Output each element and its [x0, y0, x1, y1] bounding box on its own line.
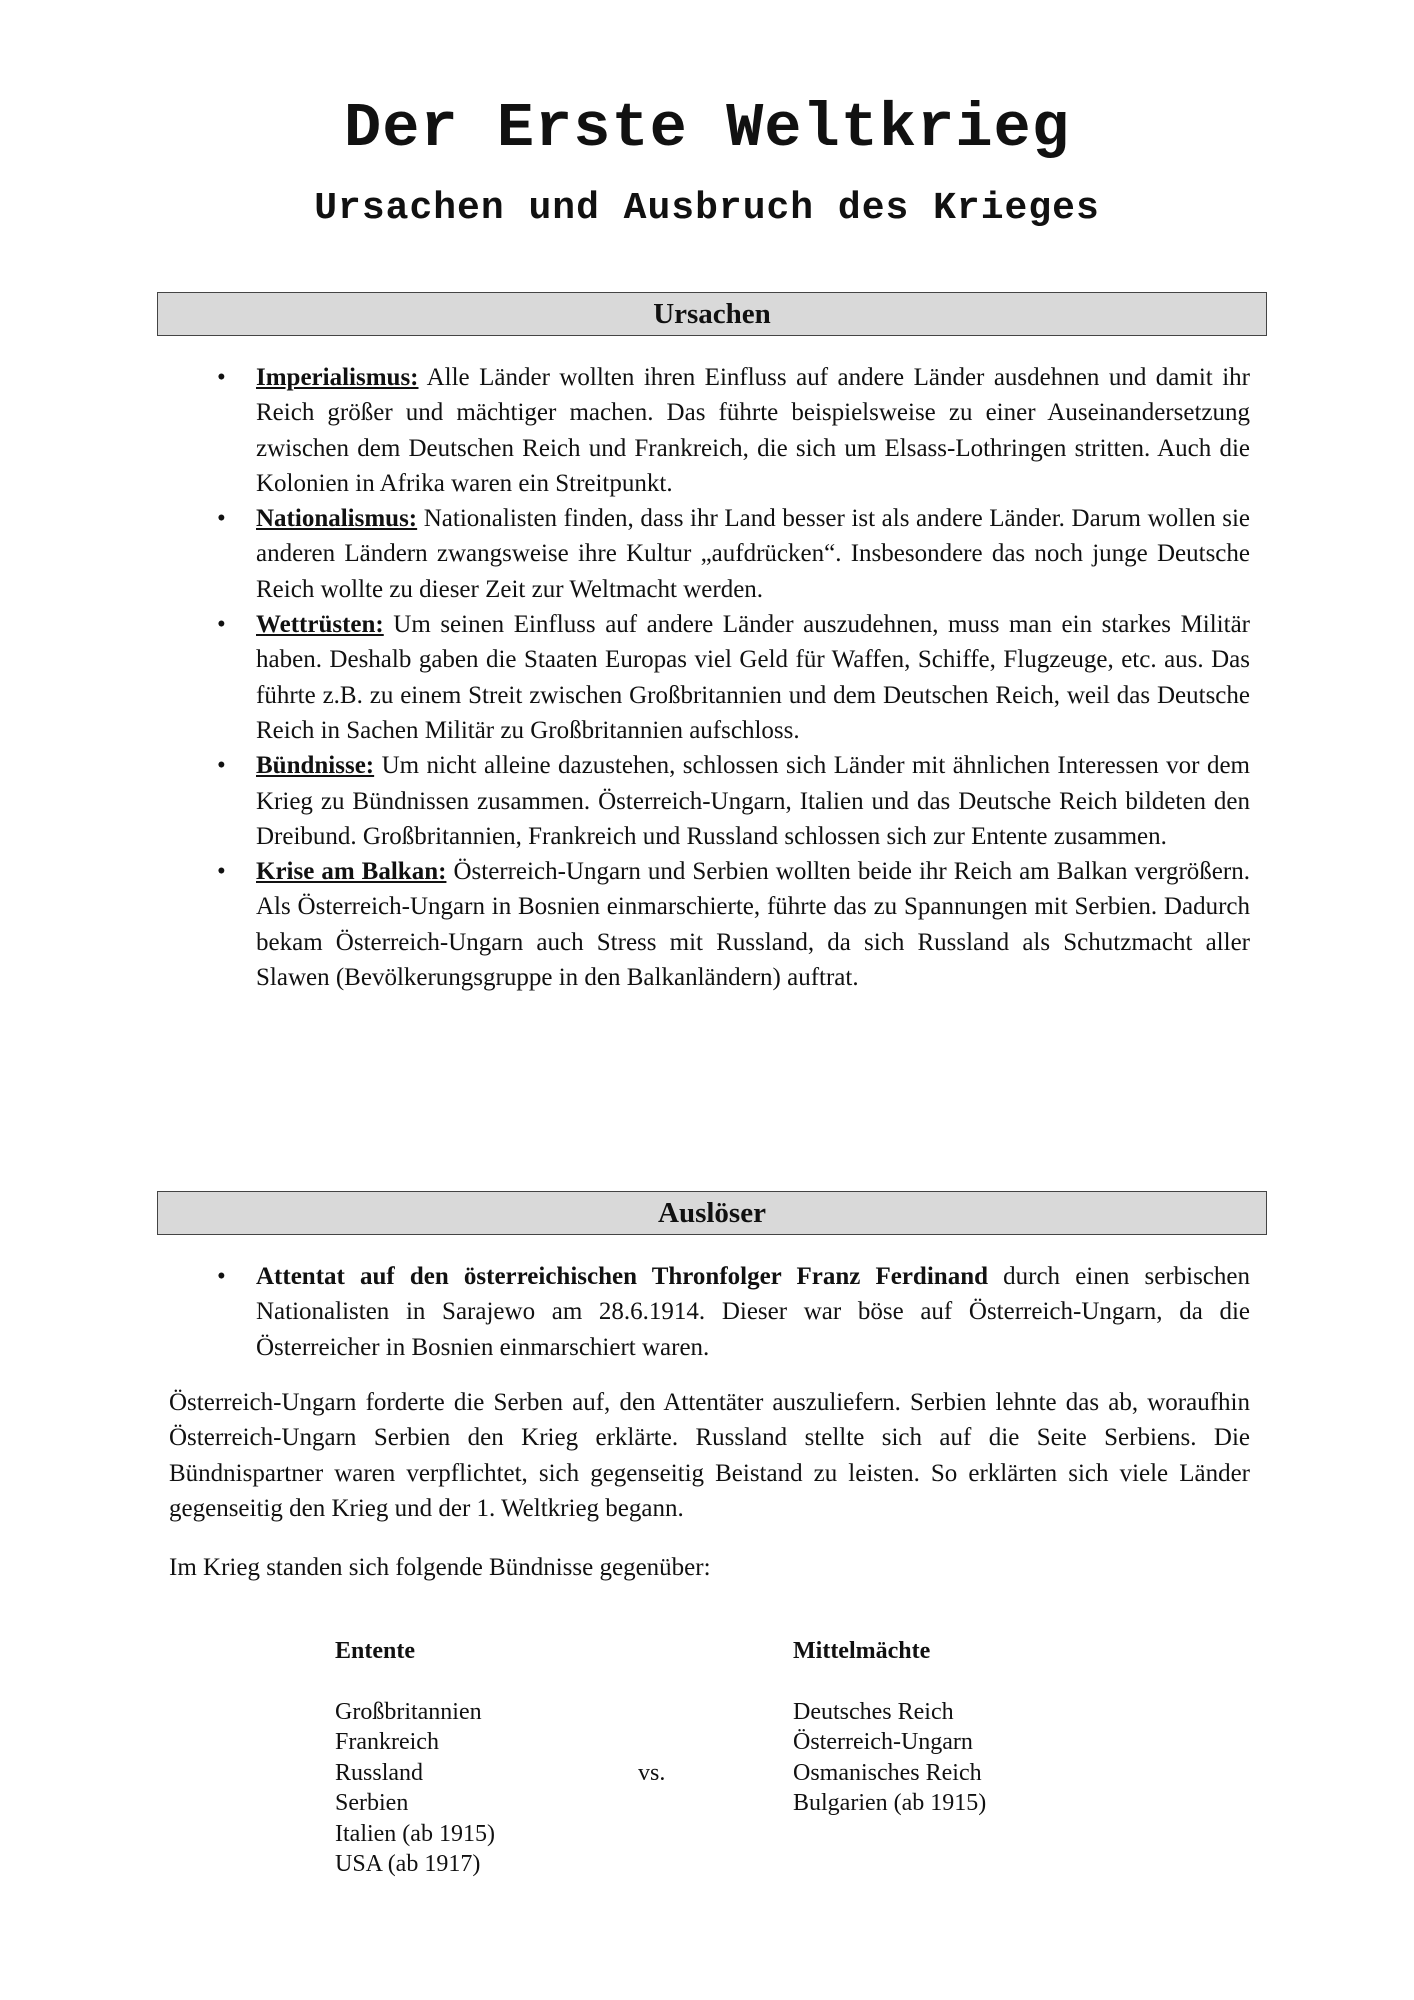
list-item: Italien (ab 1915) — [335, 1820, 495, 1847]
page-subtitle: Ursachen und Ausbruch des Krieges — [314, 187, 1100, 230]
page-title: Der Erste Weltkrieg — [344, 93, 1070, 164]
bullet-icon: • — [217, 858, 226, 886]
item-text: durch einen serbischen Nationalisten in Sarajewo am 28.6.1914. Dieser war böse auf Österreich-Ungarn, da die Österreicher in Bosnien einmarschiert waren. — [256, 1263, 1250, 1361]
ursachen-list — [157, 360, 1250, 995]
list-item: Deutsches Reich — [793, 1698, 954, 1725]
entente-heading: Entente — [335, 1638, 415, 1664]
list-item — [157, 501, 1250, 607]
list-item: Osmanisches Reich — [793, 1759, 982, 1786]
paragraph-buendnisse-intro: Im Krieg standen sich folgende Bündnisse gegenüber: — [169, 1554, 711, 1581]
list-item — [157, 360, 1250, 501]
list-item: Bulgarien (ab 1915) — [793, 1790, 987, 1816]
bullet-icon: • — [217, 364, 226, 391]
list-item — [157, 1259, 1250, 1365]
mittelmaechte-column — [793, 1636, 986, 1819]
entente-column — [335, 1636, 495, 1880]
section-heading-ausloeser: Auslöser — [157, 1191, 1267, 1235]
list-item: Frankreich — [335, 1729, 439, 1755]
paragraph-kriegsausbruch: Österreich-Ungarn forderte die Serben auf, den Attentäter auszuliefern. Serbien lehnte das ab, woraufhin Österreich-Ungarn Serbien den Krieg erklärte. Russland stellte sich auf die Seite Serbiens. Die Bündnispartner waren verpflichtet, sich gegenseitig Beistand zu leisten. So erklärten sich viele Länder gegenseitig den Krieg und der 1. Weltkrieg begann. — [169, 1389, 1250, 1522]
list-item: Russland — [335, 1759, 424, 1786]
list-item: Österreich-Ungarn — [793, 1729, 973, 1755]
term-label: Bündnisse: — [256, 752, 375, 780]
list-item: Großbritannien — [335, 1698, 482, 1725]
list-item — [157, 748, 1250, 854]
item-text: Nationalisten finden, dass ihr Land besser ist als andere Länder. Darum wollen sie anderen Ländern zwangsweise ihre Kultur „aufdrücken“. Insbesondere das noch junge Deutsche Reich wollte zu dieser Zeit zur Weltmacht werden. — [256, 505, 1250, 603]
list-item: Serbien — [335, 1790, 409, 1816]
list-item: USA (ab 1917) — [335, 1851, 481, 1877]
list-item — [157, 854, 1250, 995]
bullet-icon: • — [217, 1263, 226, 1290]
term-label: Krise am Balkan: — [256, 858, 447, 886]
item-text: Österreich-Ungarn und Serbien wollten beide ihr Reich am Balkan vergrößern. Als Österreich-Ungarn in Bosnien einmarschierte, führte das zu Spannungen mit Serbien. Dadurch bekam Österreich-Ungarn auch Stress mit Russland, da sich Russland als Schutzmacht aller Slawen (Bevölkerungsgruppe in den Balkanländern) auftrat. — [256, 858, 1250, 992]
mittelmaechte-heading: Mittelmächte — [793, 1638, 931, 1664]
bullet-icon: • — [217, 752, 226, 780]
section-heading-ursachen: Ursachen — [157, 292, 1267, 336]
item-text: Um seinen Einfluss auf andere Länder auszudehnen, muss man ein starkes Militär haben. Deshalb gaben die Staaten Europas viel Geld für Waffen, Schiffe, Flugzeuge, etc. aus. Das führte z.B. zu einem Streit zwischen Großbritannien und dem Deutschen Reich, weil das Deutsche Reich in Sachen Militär zu Großbritannien aufschloss. — [256, 611, 1250, 744]
list-item — [157, 607, 1250, 748]
bullet-icon: • — [217, 505, 226, 533]
item-text: Alle Länder wollten ihren Einfluss auf andere Länder ausdehnen und damit ihr Reich größer und mächtiger machen. Das führte beispielsweise zu einer Auseinandersetzung zwischen dem Deutschen Reich und Frankreich, die sich um Elsass-Lothringen stritten. Auch die Kolonien in Afrika waren ein Streitpunkt. — [256, 364, 1250, 497]
ausloeser-list — [157, 1259, 1250, 1365]
term-label: Imperialismus: — [256, 364, 419, 391]
term-label: Attentat auf den österreichischen Thronfolger Franz Ferdinand — [256, 1263, 988, 1290]
term-label: Wettrüsten: — [256, 611, 384, 639]
item-text: Um nicht alleine dazustehen, schlossen sich Länder mit ähnlichen Interessen vor dem Krieg zu Bündnissen zusammen. Österreich-Ungarn, Italien und das Deutsche Reich bildeten den Dreibund. Großbritannien, Frankreich und Russland schlossen sich zur Entente zusammen. — [256, 752, 1250, 850]
versus-label: vs. — [638, 1760, 666, 1786]
term-label: Nationalismus: — [256, 505, 418, 533]
bullet-icon: • — [217, 611, 226, 639]
